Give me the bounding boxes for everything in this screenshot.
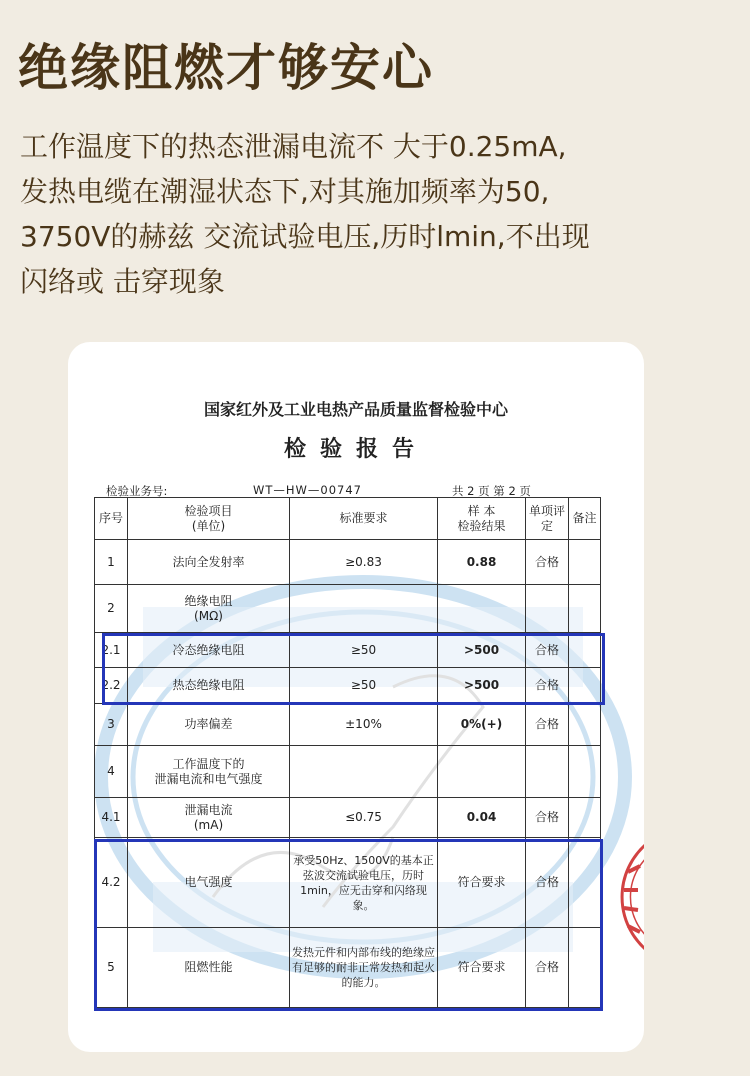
table-row: 4.2 电气强度 承受50Hz、1500V的基本正弦波交流试验电压，历时1min，应无击穿和闪络现象。 符合要求 合格 bbox=[95, 838, 601, 928]
table-row: 4.1 泄漏电流 (mA) ≤0.75 0.04 合格 bbox=[95, 798, 601, 838]
testing-center-name: 国家红外及工业电热产品质量监督检验中心 bbox=[203, 400, 508, 419]
description-line: 闪络或 击穿现象 bbox=[20, 265, 225, 298]
header-result: 样 本 检验结果 bbox=[438, 498, 526, 540]
header-verdict: 单项评定 bbox=[526, 498, 569, 540]
report-title: 检验报告 bbox=[283, 437, 428, 462]
table-row: 3 功率偏差 ±10% 0%(+) 合格 bbox=[95, 704, 601, 746]
table-header-row bbox=[95, 498, 601, 540]
headline: 绝缘阻燃才够安心 bbox=[18, 39, 434, 97]
table-row: 2 绝缘电阻 (MΩ) bbox=[95, 585, 601, 633]
table-row: 2.2 热态绝缘电阻 ≥50 >500 合格 bbox=[95, 668, 601, 704]
page-info: 共 2 页 第 2 页 bbox=[452, 484, 531, 498]
description-line: 发热电缆在潮湿状态下,对其施加频率为50, bbox=[20, 175, 550, 208]
header-no: 序号 bbox=[95, 498, 128, 540]
red-stamp bbox=[616, 832, 644, 962]
description bbox=[20, 124, 732, 304]
report-card bbox=[68, 342, 644, 1052]
header-item: 检验项目 (单位) bbox=[128, 498, 290, 540]
header-standard: 标准要求 bbox=[290, 498, 438, 540]
table-row: 4 工作温度下的 泄漏电流和电气强度 bbox=[95, 746, 601, 798]
table-row: 2.1 冷态绝缘电阻 ≥50 >500 合格 bbox=[95, 633, 601, 668]
business-no: WT—HW—00747 bbox=[253, 483, 362, 497]
table-row: 5 阻燃性能 发热元件和内部布线的绝缘应有足够的耐非正常发热和起火的能力。 符合要求 合格 bbox=[95, 928, 601, 1008]
header-remark: 备注 bbox=[569, 498, 601, 540]
description-line: 工作温度下的热态泄漏电流不 大于0.25mA, bbox=[20, 130, 567, 163]
business-no-label: 检验业务号: bbox=[106, 484, 168, 498]
report-table bbox=[94, 497, 601, 1008]
description-line: 3750V的赫兹 交流试验电压,历时lmin,不出现 bbox=[20, 220, 590, 253]
table-row: 1 法向全发射率 ≥0.83 0.88 合格 bbox=[95, 540, 601, 585]
